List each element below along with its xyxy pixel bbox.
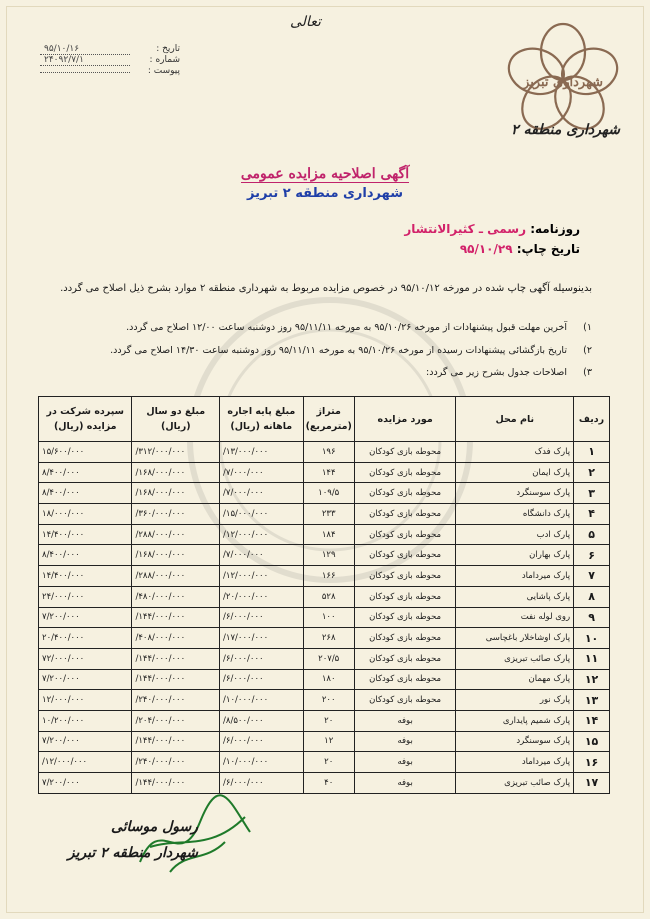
cell-deposit: ۲۴/۰۰۰/۰۰۰	[39, 586, 132, 607]
cell-location: پارک فدک	[456, 442, 574, 463]
cell-two-year-amount: ۱۶۸/۰۰۰/۰۰۰/	[132, 545, 220, 566]
cell-monthly-rent: ۸/۵۰۰/۰۰۰/	[220, 710, 304, 731]
cell-deposit: ۱۲/۰۰۰/۰۰۰/	[39, 752, 132, 773]
meta-attachment-label: پیوست :	[147, 66, 180, 76]
cell-auction-item: محوطه بازی کودکان	[354, 545, 456, 566]
cell-row-number: ۳	[574, 483, 610, 504]
cell-area: ۲۰۷/۵	[303, 648, 354, 669]
cell-monthly-rent: ۱۲/۰۰۰/۰۰۰/	[220, 524, 304, 545]
cell-deposit: ۸/۴۰۰/۰۰۰	[39, 483, 132, 504]
cell-deposit: ۷۲/۰۰۰/۰۰۰	[39, 648, 132, 669]
cell-monthly-rent: ۷/۰۰۰/۰۰۰/	[220, 462, 304, 483]
cell-area: ۱۲	[303, 731, 354, 752]
cell-monthly-rent: ۷/۰۰۰/۰۰۰/	[220, 545, 304, 566]
cell-location: پارک صائب تبریزی	[456, 648, 574, 669]
cell-monthly-rent: ۱۳/۰۰۰/۰۰۰/	[220, 442, 304, 463]
cell-auction-item: محوطه بازی کودکان	[354, 648, 456, 669]
notice-title	[0, 166, 650, 182]
cell-deposit: ۱۴/۴۰۰/۰۰۰	[39, 566, 132, 587]
cell-row-number: ۱۳	[574, 690, 610, 711]
cell-monthly-rent: ۱۲/۰۰۰/۰۰۰/	[220, 566, 304, 587]
cell-location: پارک میرداماد	[456, 566, 574, 587]
cell-row-number: ۵	[574, 524, 610, 545]
cell-monthly-rent: ۶/۰۰۰/۰۰۰/	[220, 607, 304, 628]
table-row	[39, 524, 610, 545]
meta-number	[40, 55, 180, 66]
print-date-line	[460, 242, 580, 256]
col-header-two-year-amount: مبلغ دو سال (ریال)	[132, 397, 220, 442]
cell-monthly-rent: ۱۷/۰۰۰/۰۰۰/	[220, 628, 304, 649]
cell-monthly-rent: ۱۵/۰۰۰/۰۰۰/	[220, 504, 304, 525]
newspaper-line	[404, 222, 580, 236]
table-row	[39, 462, 610, 483]
cell-location: پارک ادب	[456, 524, 574, 545]
cell-monthly-rent: ۶/۰۰۰/۰۰۰/	[220, 669, 304, 690]
cell-two-year-amount: ۱۴۴/۰۰۰/۰۰۰/	[132, 648, 220, 669]
cell-monthly-rent: ۱۰/۰۰۰/۰۰۰/	[220, 690, 304, 711]
list-item-text: آخرین مهلت قبول پیشنهادات از مورخه ۹۵/۱۰/۲۶ به مورخه ۹۵/۱۱/۱۱ روز دوشنبه ساعت ۱۲/۰۰ اصلاح می گردد.	[126, 322, 567, 333]
cell-auction-item: بوفه	[354, 710, 456, 731]
letter-meta	[40, 44, 180, 77]
table-row	[39, 566, 610, 587]
meta-attachment-value	[40, 72, 130, 73]
auction-table	[38, 396, 610, 794]
cell-two-year-amount: ۲۸۸/۰۰۰/۰۰۰/	[132, 524, 220, 545]
cell-auction-item: بوفه	[354, 752, 456, 773]
cell-location: پارک دانشگاه	[456, 504, 574, 525]
meta-number-label: شماره :	[149, 55, 180, 65]
col-header-location: نام محل	[456, 397, 574, 442]
table-row	[39, 607, 610, 628]
meta-date-label: تاریخ :	[156, 44, 180, 54]
table-row	[39, 710, 610, 731]
table-row	[39, 504, 610, 525]
table-row	[39, 628, 610, 649]
table-row	[39, 752, 610, 773]
list-item-text: اصلاحات جدول بشرح زیر می گردد:	[426, 367, 567, 378]
cell-monthly-rent: ۱۰/۰۰۰/۰۰۰/	[220, 752, 304, 773]
cell-two-year-amount: ۲۴۰/۰۰۰/۰۰۰/	[132, 690, 220, 711]
cell-area: ۱۶۶	[303, 566, 354, 587]
table-row	[39, 586, 610, 607]
cell-location: پارک مهمان	[456, 669, 574, 690]
cell-two-year-amount: ۲۸۸/۰۰۰/۰۰۰/	[132, 566, 220, 587]
cell-two-year-amount: ۴۰۸/۰۰۰/۰۰۰/	[132, 628, 220, 649]
cell-deposit: ۲۰/۴۰۰/۰۰۰	[39, 628, 132, 649]
newspaper-value: رسمی ـ کثیرالانتشار	[404, 222, 527, 236]
cell-row-number: ۱۱	[574, 648, 610, 669]
cell-two-year-amount: ۱۴۴/۰۰۰/۰۰۰/	[132, 607, 220, 628]
col-header-deposit: سپرده شرکت در مزایده (ریال)	[39, 397, 132, 442]
cell-deposit: ۷/۲۰۰/۰۰۰	[39, 731, 132, 752]
signatory-title: شهردار منطقه ۲ تبریز	[67, 845, 198, 861]
notice-title-text: آگهی اصلاحیه مزایده عمومی	[240, 166, 410, 182]
cell-deposit: ۷/۲۰۰/۰۰۰	[39, 669, 132, 690]
list-item	[32, 321, 592, 335]
cell-auction-item: بوفه	[354, 773, 456, 794]
cell-two-year-amount: ۲۰۴/۰۰۰/۰۰۰/	[132, 710, 220, 731]
signature-block	[48, 814, 198, 866]
table-row	[39, 690, 610, 711]
cell-deposit: ۱۴/۴۰۰/۰۰۰	[39, 524, 132, 545]
cell-auction-item: بوفه	[354, 731, 456, 752]
cell-location: روی لوله نفت	[456, 607, 574, 628]
list-item	[32, 366, 592, 380]
cell-two-year-amount: ۲۴۰/۰۰۰/۰۰۰/	[132, 752, 220, 773]
cell-monthly-rent: ۶/۰۰۰/۰۰۰/	[220, 648, 304, 669]
cell-auction-item: محوطه بازی کودکان	[354, 628, 456, 649]
table-row	[39, 773, 610, 794]
cell-row-number: ۱۴	[574, 710, 610, 731]
cell-two-year-amount: ۳۶۰/۰۰۰/۰۰۰/	[132, 504, 220, 525]
logo-caption: شهرداری منطقه ۲	[511, 122, 620, 138]
cell-location: پارک سوسنگرد	[456, 483, 574, 504]
cell-row-number: ۱۷	[574, 773, 610, 794]
col-header-row-number: ردیف	[574, 397, 610, 442]
meta-number-value: ۲۴۰۹۲/۷/۱	[40, 55, 130, 66]
cell-area: ۴۰	[303, 773, 354, 794]
cell-row-number: ۱۶	[574, 752, 610, 773]
col-header-monthly-rent: مبلغ پایه اجاره ماهانه (ریال)	[220, 397, 304, 442]
cell-location: پارک اوشاخلار باغچاسی	[456, 628, 574, 649]
list-item-text: تاریخ بازگشائی پیشنهادات رسیده از مورخه ۹۵/۱۰/۲۶ به مورخه ۹۵/۱۱/۱۱ روز دوشنبه ساعت ۱۴/۳۰ اصلاح می گردد.	[110, 345, 567, 356]
cell-two-year-amount: ۱۴۴/۰۰۰/۰۰۰/	[132, 773, 220, 794]
cell-monthly-rent: ۶/۰۰۰/۰۰۰/	[220, 773, 304, 794]
cell-area: ۱۴۴	[303, 462, 354, 483]
table-row	[39, 731, 610, 752]
cell-row-number: ۱۵	[574, 731, 610, 752]
list-item	[32, 344, 592, 358]
cell-auction-item: محوطه بازی کودکان	[354, 566, 456, 587]
notice-subtitle: شهرداری منطقه ۲ تبریز	[246, 186, 403, 201]
cell-row-number: ۲	[574, 462, 610, 483]
cell-auction-item: محوطه بازی کودکان	[354, 690, 456, 711]
cell-area: ۱۹۶	[303, 442, 354, 463]
cell-monthly-rent: ۶/۰۰۰/۰۰۰/	[220, 731, 304, 752]
col-header-area: متراژ (مترمربع)	[303, 397, 354, 442]
cell-auction-item: محوطه بازی کودکان	[354, 483, 456, 504]
cell-auction-item: محوطه بازی کودکان	[354, 607, 456, 628]
besmellah: تعالی	[290, 14, 321, 30]
cell-area: ۱۲۹	[303, 545, 354, 566]
cell-row-number: ۱۰	[574, 628, 610, 649]
table-row	[39, 483, 610, 504]
cell-two-year-amount: ۱۶۸/۰۰۰/۰۰۰/	[132, 462, 220, 483]
list-item-number: ۳)	[583, 367, 592, 378]
cell-area: ۲۰	[303, 710, 354, 731]
cell-two-year-amount: ۱۴۴/۰۰۰/۰۰۰/	[132, 731, 220, 752]
table-row	[39, 669, 610, 690]
cell-location: پارک ایمان	[456, 462, 574, 483]
cell-location: پارک صائب تبریزی	[456, 773, 574, 794]
print-date-label: تاریخ چاپ:	[516, 242, 580, 256]
cell-two-year-amount: ۳۱۲/۰۰۰/۰۰۰/	[132, 442, 220, 463]
cell-row-number: ۴	[574, 504, 610, 525]
table-row	[39, 442, 610, 463]
cell-deposit: ۸/۴۰۰/۰۰۰	[39, 462, 132, 483]
cell-row-number: ۱۲	[574, 669, 610, 690]
cell-deposit: ۱۰/۲۰۰/۰۰۰	[39, 710, 132, 731]
cell-row-number: ۹	[574, 607, 610, 628]
cell-location: پارک سوسنگرد	[456, 731, 574, 752]
cell-location: پارک میرداماد	[456, 752, 574, 773]
cell-area: ۱۸۰	[303, 669, 354, 690]
cell-location: پارک بهاران	[456, 545, 574, 566]
cell-auction-item: محوطه بازی کودکان	[354, 669, 456, 690]
list-item-number: ۲)	[583, 345, 592, 356]
cell-two-year-amount: ۴۸۰/۰۰۰/۰۰۰/	[132, 586, 220, 607]
cell-deposit: ۸/۴۰۰/۰۰۰	[39, 545, 132, 566]
cell-location: پارک شمیم پایداری	[456, 710, 574, 731]
table-row	[39, 648, 610, 669]
cell-location: پارک نور	[456, 690, 574, 711]
cell-area: ۱۰۰	[303, 607, 354, 628]
cell-area: ۲۳۳	[303, 504, 354, 525]
cell-two-year-amount: ۱۴۴/۰۰۰/۰۰۰/	[132, 669, 220, 690]
logo-mark-text: شهرداری تبریز	[523, 75, 603, 90]
cell-area: ۱۸۴	[303, 524, 354, 545]
cell-area: ۱۰۹/۵	[303, 483, 354, 504]
cell-row-number: ۸	[574, 586, 610, 607]
cell-auction-item: محوطه بازی کودکان	[354, 442, 456, 463]
cell-deposit: ۷/۲۰۰/۰۰۰	[39, 773, 132, 794]
cell-auction-item: محوطه بازی کودکان	[354, 524, 456, 545]
meta-attachment	[40, 66, 180, 77]
table-header-row	[39, 397, 610, 442]
cell-auction-item: محوطه بازی کودکان	[354, 504, 456, 525]
meta-date-value: ۹۵/۱۰/۱۶	[40, 44, 130, 55]
table-body	[39, 442, 610, 794]
cell-row-number: ۱	[574, 442, 610, 463]
cell-auction-item: محوطه بازی کودکان	[354, 586, 456, 607]
cell-row-number: ۶	[574, 545, 610, 566]
meta-date	[40, 44, 180, 55]
print-date-value: ۹۵/۱۰/۲۹	[459, 242, 513, 256]
signatory-name: رسول موسائی	[110, 819, 198, 835]
table-row	[39, 545, 610, 566]
cell-location: پارک پاشایی	[456, 586, 574, 607]
cell-deposit: ۷/۲۰۰/۰۰۰	[39, 607, 132, 628]
cell-deposit: ۱۵/۶۰۰/۰۰۰	[39, 442, 132, 463]
cell-monthly-rent: ۲۰/۰۰۰/۰۰۰/	[220, 586, 304, 607]
col-header-auction-item: مورد مزایده	[354, 397, 456, 442]
newspaper-label: روزنامه:	[530, 222, 580, 236]
cell-row-number: ۷	[574, 566, 610, 587]
cell-deposit: ۱۲/۰۰۰/۰۰۰	[39, 690, 132, 711]
cell-area: ۲۰۰	[303, 690, 354, 711]
cell-monthly-rent: ۷/۰۰۰/۰۰۰/	[220, 483, 304, 504]
intro-paragraph: بدینوسیله آگهی چاپ شده در مورخه ۹۵/۱۰/۱۲ در خصوص مزایده مربوط به شهرداری منطقه ۲ موارد بشرح ذیل اصلاح می گردد.	[60, 283, 592, 294]
cell-auction-item: محوطه بازی کودکان	[354, 462, 456, 483]
cell-area: ۲۶۸	[303, 628, 354, 649]
cell-deposit: ۱۸/۰۰۰/۰۰۰	[39, 504, 132, 525]
cell-area: ۲۰	[303, 752, 354, 773]
cell-area: ۵۲۸	[303, 586, 354, 607]
cell-two-year-amount: ۱۶۸/۰۰۰/۰۰۰/	[132, 483, 220, 504]
list-item-number: ۱)	[583, 322, 592, 333]
